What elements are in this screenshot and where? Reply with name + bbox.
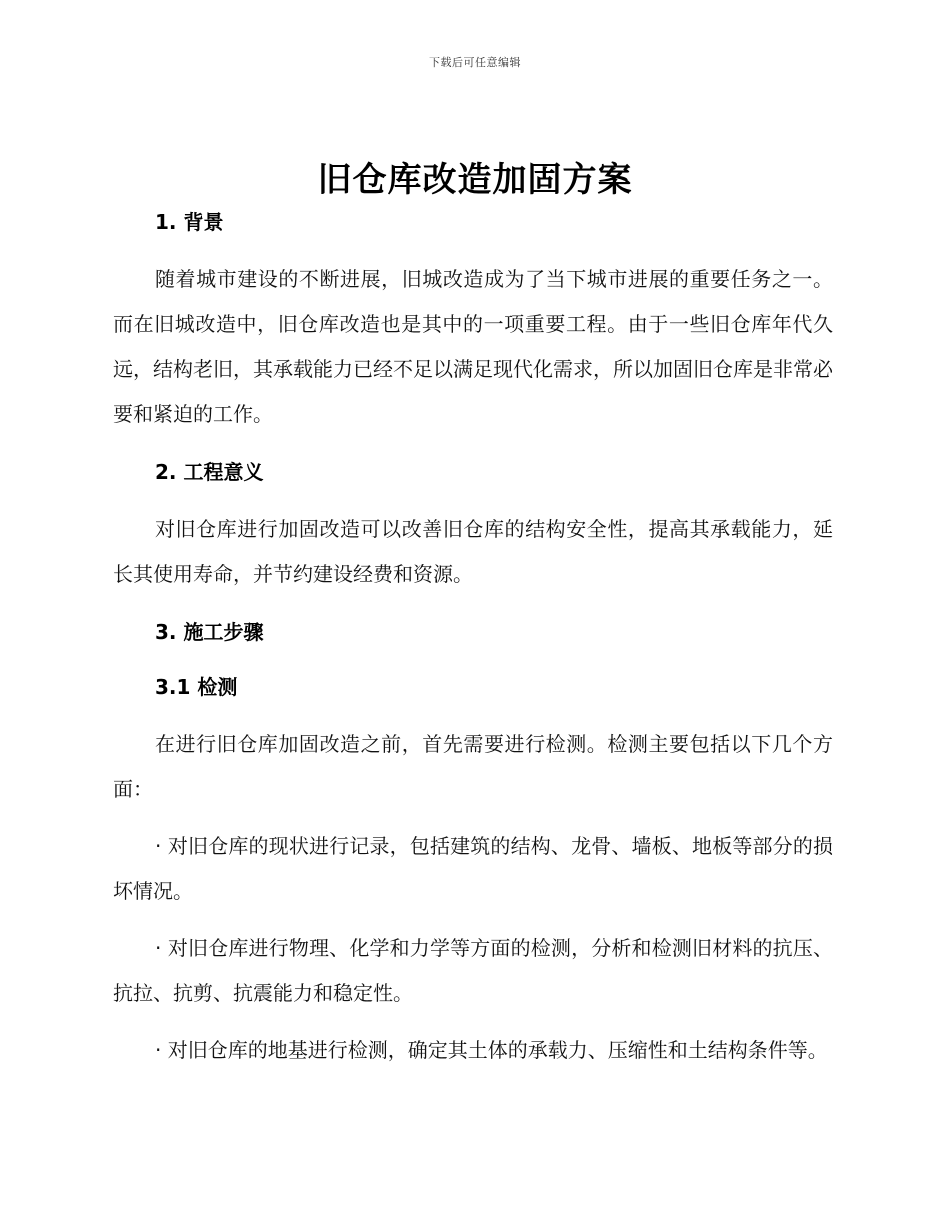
paragraph-inspection: 在进行旧仓库加固改造之前，首先需要进行检测。检测主要包括以下几个方面： bbox=[113, 732, 833, 801]
document-body bbox=[113, 200, 833, 1073]
paragraph-background: 随着城市建设的不断进展，旧城改造成为了当下城市进展的重要任务之一。而在旧城改造中，旧仓库改造也是其中的一项重要工程。由于一些旧仓库年代久远，结构老旧，其承载能力已经不足以满足现代化需求，所以加固旧仓库是非常必要和紧迫的工作。 bbox=[113, 267, 833, 426]
subsection-heading-inspection: 3.1 检测 bbox=[155, 675, 238, 699]
section-heading-significance: 2. 工程意义 bbox=[155, 460, 264, 484]
document-title: 旧仓库改造加固方案 bbox=[317, 160, 633, 200]
section-heading-steps: 3. 施工步骤 bbox=[155, 620, 264, 644]
paragraph-significance: 对旧仓库进行加固改造可以改善旧仓库的结构安全性，提高其承载能力，延长其使用寿命，并节约建设经费和资源。 bbox=[113, 517, 833, 586]
section-heading-background: 1. 背景 bbox=[155, 210, 224, 234]
list-item: · 对旧仓库进行物理、化学和力学等方面的检测，分析和检测旧材料的抗压、抗拉、抗剪、抗震能力和稳定性。 bbox=[113, 936, 833, 1005]
list-item: · 对旧仓库的现状进行记录，包括建筑的结构、龙骨、墙板、地板等部分的损坏情况。 bbox=[113, 834, 833, 903]
list-item: · 对旧仓库的地基进行检测，确定其土体的承载力、压缩性和土结构条件等。 bbox=[155, 1038, 828, 1062]
header-note: 下载后可任意编辑 bbox=[429, 56, 521, 69]
